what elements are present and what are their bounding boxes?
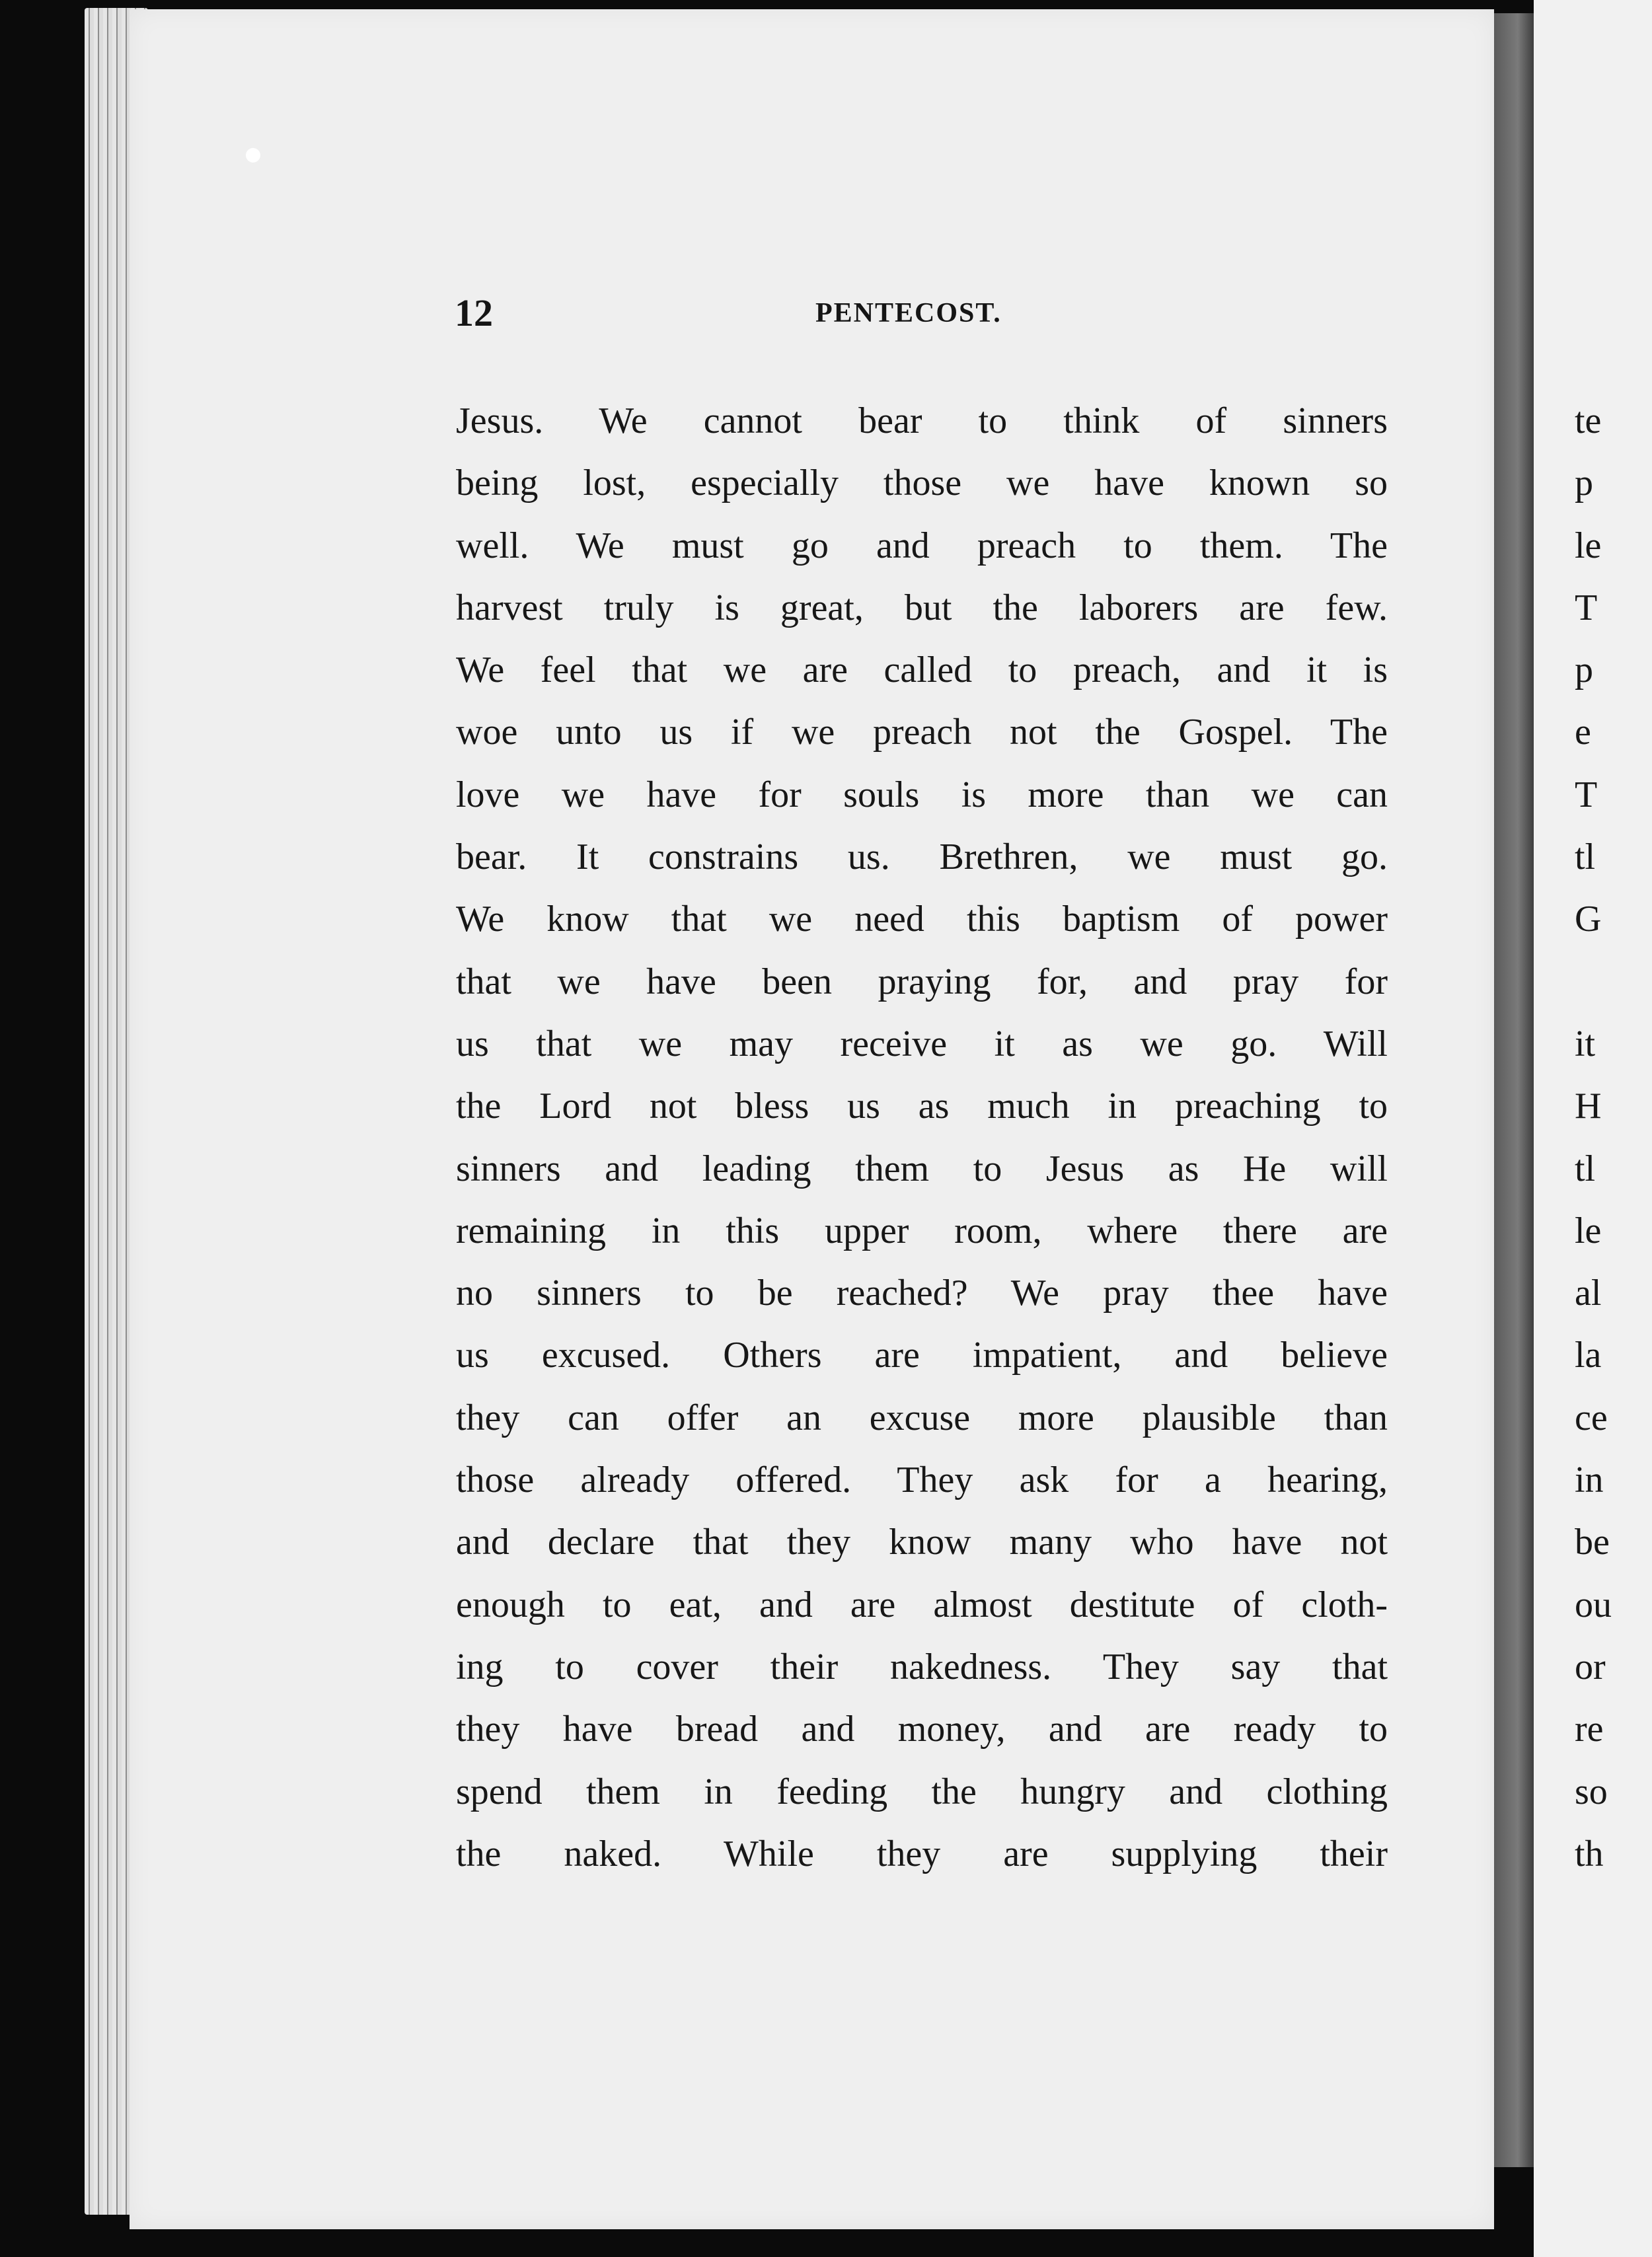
text-line: We know that we need this baptism of power (456, 899, 1388, 940)
text-line: spend them in feeding the hungry and clothing (456, 1771, 1388, 1812)
facing-page-line: tl (1575, 836, 1596, 878)
text-line: enough to eat, and are almost destitute of cloth- (456, 1584, 1388, 1625)
text-line: being lost, especially those we have known so (456, 462, 1388, 504)
text-line: ing to cover their nakedness. They say that (456, 1646, 1388, 1687)
facing-page-line: le (1575, 525, 1602, 566)
text-line: that we have been praying for, and pray for (456, 961, 1388, 1002)
page-number: 12 (455, 291, 493, 334)
facing-page-line: tl (1575, 1148, 1596, 1189)
facing-page-line: G (1575, 899, 1602, 940)
facing-page-line (1575, 951, 1652, 1013)
facing-page-line: te (1575, 400, 1602, 441)
facing-page-text (1575, 390, 1652, 1885)
facing-page-line: ou (1575, 1584, 1612, 1625)
facing-page-line: in (1575, 1460, 1604, 1501)
facing-page-line: p (1575, 649, 1593, 691)
text-line: love we have for souls is more than we can (456, 774, 1388, 815)
facing-page-line: e (1575, 712, 1591, 753)
text-line: remaining in this upper room, where there are (456, 1210, 1388, 1251)
text-line: Jesus. We cannot bear to think of sinners (456, 400, 1388, 441)
running-head: PENTECOST. (815, 298, 1002, 328)
text-line: they can offer an excuse more plausible than (456, 1397, 1388, 1438)
facing-page-line: T (1575, 774, 1598, 815)
body-text (456, 390, 1388, 1885)
facing-page-line: la (1575, 1335, 1602, 1376)
text-line: the Lord not bless us as much in preaching to (456, 1086, 1388, 1127)
page-header (455, 291, 1393, 337)
text-line: well. We must go and preach to them. The (456, 525, 1388, 566)
paper-speck (246, 148, 260, 163)
facing-page (1534, 0, 1652, 2257)
text-line: woe unto us if we preach not the Gospel. The (456, 712, 1388, 753)
text-line: sinners and leading them to Jesus as He will (456, 1148, 1388, 1189)
gutter-shadow (1494, 13, 1534, 2167)
facing-page-line: H (1575, 1086, 1602, 1127)
text-line: bear. It constrains us. Brethren, we must go. (456, 836, 1388, 878)
text-line: no sinners to be reached? We pray thee have (456, 1273, 1388, 1314)
text-line: those already offered. They ask for a hearing, (456, 1460, 1388, 1501)
facing-page-line: th (1575, 1833, 1604, 1874)
facing-page-line: or (1575, 1646, 1606, 1687)
facing-page-line: p (1575, 462, 1593, 504)
text-line: We feel that we are called to preach, and it is (456, 649, 1388, 691)
text-line: the naked. While they are supplying their (456, 1833, 1388, 1874)
text-line: they have bread and money, and are ready to (456, 1709, 1388, 1750)
facing-page-line: it (1575, 1023, 1596, 1064)
facing-page-line: ce (1575, 1397, 1608, 1438)
text-line: us that we may receive it as we go. Will (456, 1023, 1388, 1064)
facing-page-line: be (1575, 1522, 1610, 1563)
text-line: harvest truly is great, but the laborers are few. (456, 587, 1388, 628)
facing-page-line: T (1575, 587, 1598, 628)
facing-page-line: al (1575, 1273, 1602, 1314)
facing-page-line: le (1575, 1210, 1602, 1251)
text-line: us excused. Others are impatient, and believe (456, 1335, 1388, 1376)
facing-page-line: so (1575, 1771, 1608, 1812)
text-line: and declare that they know many who have not (456, 1522, 1388, 1563)
facing-page-line: re (1575, 1709, 1604, 1750)
